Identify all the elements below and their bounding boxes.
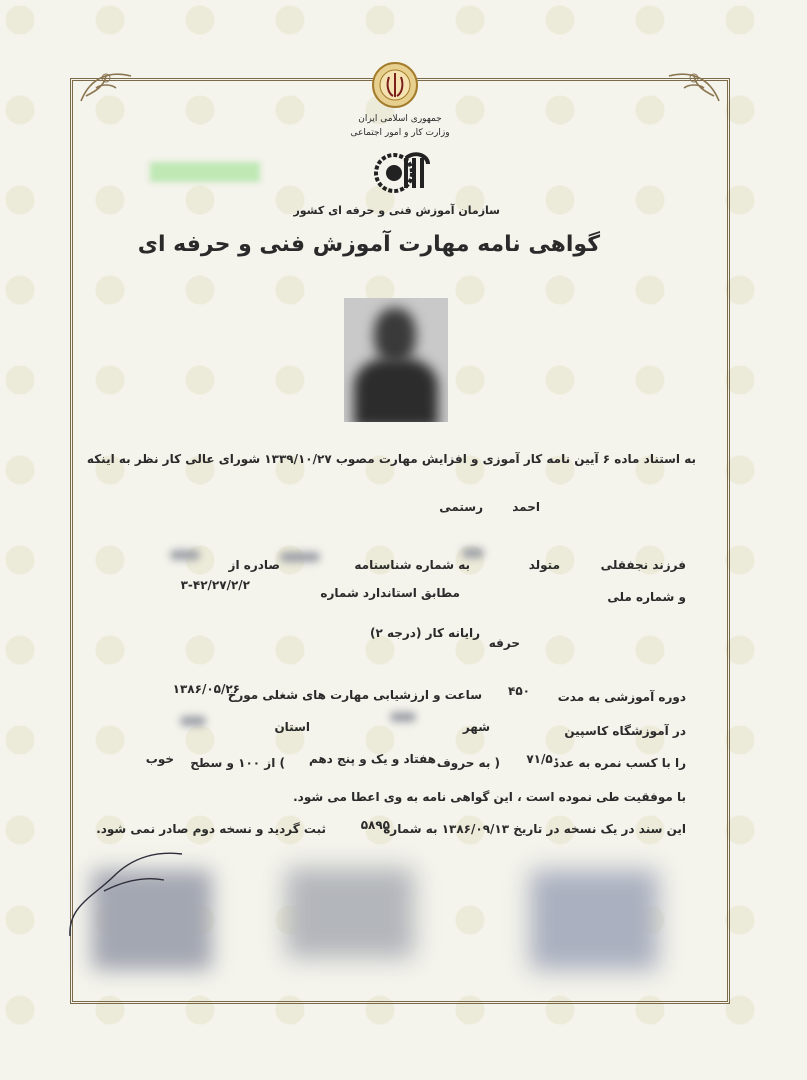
last-name: رستمی bbox=[439, 500, 483, 514]
standard-number: ۳-۴۲/۲۷/۲/۲ bbox=[180, 578, 250, 592]
eval-date: ۱۳۸۶/۰۵/۲۶ bbox=[172, 682, 240, 696]
father-name: نجفقلی bbox=[600, 558, 649, 572]
trade-label: حرفه bbox=[488, 636, 520, 650]
ministry-line: وزارت کار و امور اجتماعی bbox=[350, 128, 450, 138]
province-label: استان bbox=[274, 720, 310, 734]
redacted-province bbox=[180, 716, 206, 726]
redacted-birth-date bbox=[462, 548, 484, 558]
hours-suffix: ساعت و ارزشیابی مهارت های شغلی مورخ bbox=[227, 688, 482, 702]
redacted-mark bbox=[150, 162, 260, 182]
single-copy-suffix: ثبت گردید و نسخه دوم صادر نمی شود. bbox=[96, 822, 326, 836]
completed-line: با موفقیت طی نموده است ، این گواهی نامه به وی اعطا می شود. bbox=[293, 790, 686, 804]
level-value: خوب bbox=[145, 752, 174, 766]
certificate-title: گواهی نامه مهارت آموزش فنی و حرفه ای bbox=[137, 232, 600, 257]
iran-emblem-icon bbox=[370, 60, 420, 110]
intro-line: به استناد ماده ۶ آیین نامه کار آموزی و افزایش مهارت مصوب ۱۳۳۹/۱۰/۲۷ شورای عالی کار نظر به اینکه bbox=[86, 452, 696, 466]
issued-from-label: صادره از bbox=[228, 558, 280, 572]
first-name: احمد bbox=[512, 500, 540, 514]
score-label: را با کسب نمره به عدد bbox=[553, 756, 686, 770]
single-copy-line: این سند در یک نسخه در تاریخ ۱۳۸۶/۰۹/۱۳ به شماره bbox=[383, 822, 686, 836]
score-words-label: ( به حروف bbox=[436, 756, 500, 770]
standard-label: مطابق استاندارد شماره bbox=[320, 586, 460, 600]
ornament-top-left-icon bbox=[76, 66, 136, 106]
score-suffix: ) از ۱۰۰ و سطح bbox=[190, 756, 285, 770]
redacted-id-number bbox=[280, 552, 320, 562]
national-id-label: و شماره ملی bbox=[607, 590, 686, 604]
hours-value: ۴۵۰ bbox=[508, 684, 530, 698]
born-label: متولد bbox=[528, 558, 560, 572]
organization-name: سازمان آموزش فنی و حرفه ای کشور bbox=[293, 204, 500, 217]
tvto-logo-icon bbox=[372, 148, 434, 198]
redacted-signature-right bbox=[530, 870, 658, 970]
redacted-signature-center bbox=[286, 868, 414, 958]
republic-line: جمهوری اسلامی ایران bbox=[358, 114, 442, 124]
doc-number: ۵۸۹۵ bbox=[360, 818, 390, 832]
id-number-label: به شماره شناسنامه bbox=[354, 558, 470, 572]
city-label: شهر bbox=[462, 720, 490, 734]
child-of-line: فرزند نجفقلی bbox=[600, 558, 686, 572]
score-number: ۷۱/۵۰ bbox=[526, 752, 560, 766]
signature-stroke bbox=[64, 836, 194, 946]
score-words: هفتاد و یک و پنج دهم bbox=[308, 752, 436, 766]
redacted-city bbox=[390, 712, 416, 722]
course-label: دوره آموزشی به مدت bbox=[557, 690, 686, 704]
holder-photo bbox=[344, 298, 448, 422]
trade-value: رایانه کار (درجه ۲) bbox=[369, 626, 480, 640]
redacted-issued-place bbox=[170, 550, 200, 560]
ornament-top-right-icon bbox=[664, 66, 724, 106]
holder-name bbox=[360, 500, 540, 514]
institute-label: در آموزشگاه کاسپین bbox=[564, 724, 686, 738]
